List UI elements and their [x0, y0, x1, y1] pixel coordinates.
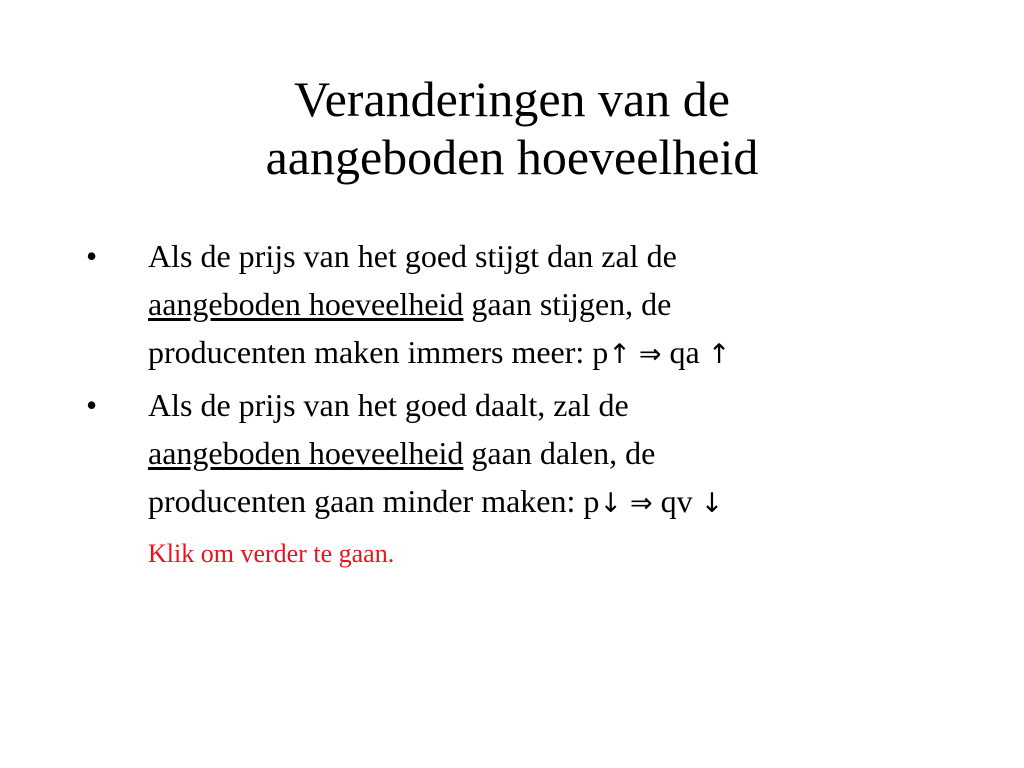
bullet-line: Als de prijs van het goed stijgt dan zal de: [148, 238, 677, 274]
up-arrow-icon: ↑: [707, 339, 731, 370]
underlined-term: aangeboden hoeveelheid: [148, 286, 464, 322]
slide-title: [0, 70, 1024, 186]
bullet-line: [148, 328, 924, 379]
up-arrow-icon: ↑: [608, 339, 631, 370]
bullet-line: [148, 477, 924, 528]
result-symbol: qv: [660, 483, 693, 519]
bullet-item-price-fall: [0, 381, 1024, 528]
down-arrow-icon: ↓: [599, 488, 623, 519]
bullet-marker: •: [86, 238, 98, 274]
implies-arrow-icon: ⇒: [638, 339, 662, 370]
bullet-list: [0, 232, 1024, 530]
down-arrow-icon: ↓: [700, 488, 724, 519]
implies-arrow-icon: ⇒: [630, 488, 653, 519]
bullet-text: gaan dalen, de: [463, 435, 656, 471]
bullet-text: producenten gaan minder maken: p: [148, 483, 600, 519]
bullet-line: [148, 429, 924, 477]
underlined-term: aangeboden hoeveelheid: [148, 435, 464, 471]
click-to-continue-note[interactable]: Klik om verder te gaan.: [148, 539, 395, 568]
bullet-line: Als de prijs van het goed daalt, zal de: [148, 387, 629, 423]
slide-title-line-1: Veranderingen van de: [294, 71, 730, 127]
bullet-line: [148, 280, 924, 328]
bullet-text: gaan stijgen, de: [463, 286, 672, 322]
slide-title-line-2: aangeboden hoeveelheid: [265, 129, 759, 185]
result-symbol: qa: [669, 334, 700, 370]
bullet-item-price-rise: [0, 232, 1024, 379]
bullet-marker: •: [86, 387, 98, 423]
bullet-text: producenten maken immers meer: p: [148, 334, 609, 370]
